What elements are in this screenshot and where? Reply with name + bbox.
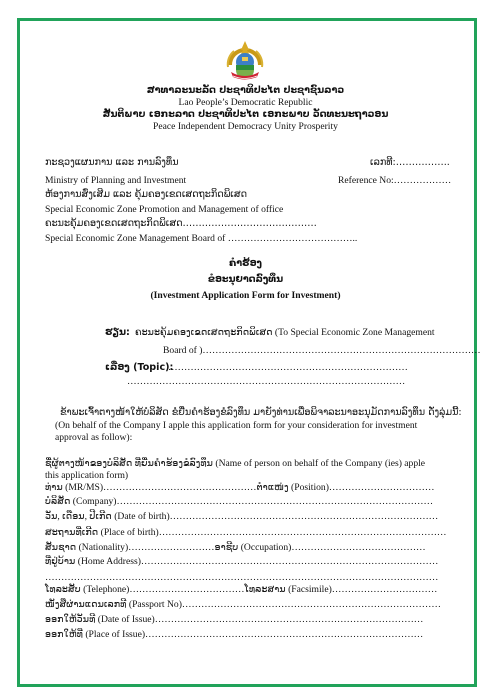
intro-text-lao: ຂ້າພະເຈົ້າຕາງໜ້າໃຫ້ບໍລິສັດ ຂໍຍື່ນຄຳຮ້ອງຂໍລົງທຶນ ມາຍັງທ່ານເພື່ອພິຈາລະນາອະນຸມັດການລົງທຶນ ດັ່ງລຸ່ມນີ້: [60,407,462,418]
place-of-birth-field[interactable]: ສະຖານທີ່ເກີດ (Place of birth)……………………………………………………………………………… [45,527,447,538]
office-name-english: Special Economic Zone Promotion and Management of office [45,204,284,215]
addressee-label: ຮຽນ: [105,327,130,338]
motto-lao: ສັນຕິພາບ ເອກະລາດ ປະຊາທິປະໄຕ ເອກະພາບ ວັດທະນະຖາວອນ [102,109,389,120]
home-address-continuation[interactable]: …………………………………………………………………………………………………………… [45,572,439,583]
place-of-issue-field[interactable]: ອອກໃຫ້ທີ່ (Place of Issue)…………………………………………………………………………… [45,629,424,640]
form-title-lao-line-2: ຂໍອະນຸຍາດລົງທຶນ [207,274,284,285]
addressee-text-line-2: Board of )…………………………………………………………………………… [163,345,481,356]
country-name-english: Lao People’s Democratic Republic [178,97,313,108]
name-position-field[interactable]: ທ່ານ (MR/MS)…………………………………………ຕຳແໜ່ງ (Position)…………………………… [45,482,435,493]
ministry-name-english: Ministry of Planning and Investment [45,175,187,186]
addressee-text-line-1: ຄະນະຄຸ້ມຄອງເຂດເສດຖະກິດພິເສດ (To Special Economic Zone Management [135,327,435,338]
applicant-label-line-1: ຊື່ຜູ້ຕາງໜ້າຂອງບໍລິສັດ ທີ່ຍື່ນຄຳຮ້ອງຂໍລົງທຶນ (Name of person on behalf of the Company (ies) apple [45,458,426,469]
office-name-lao: ຫ້ອງການສົ່ງເສີມ ແລະ ຄຸ້ມຄອງເຂດເສດຖະກິດພິເສດ [45,189,248,200]
motto-english: Peace Independent Democracy Unity Prosperity [153,121,338,132]
intro-text-english-line-2: approval as follow): [55,432,133,443]
board-name-english: Special Economic Zone Management Board of ………………………………….. [45,233,358,244]
form-title-lao-line-1: ຄຳຮ້ອງ [229,258,262,269]
reference-number: Reference No:……………… [338,175,452,186]
nationality-occupation-field[interactable]: ສັນຊາດ (Nationality)………………………ອາຊີບ (Occupation)…………………………………… [45,542,426,553]
topic-field-continuation[interactable]: …………………………………………………………………………… [127,376,406,387]
document-number-lao: ເລກທີ:…………….. [370,157,450,168]
country-name-lao: ສາທາລະນະລັດ ປະຊາທິປະໄຕ ປະຊາຊົນລາວ [146,85,345,96]
form-title-english: (Investment Application Form for Investment) [150,290,341,301]
company-field[interactable]: ບໍລິສັດ (Company)……………………………………………………………………………………… [45,496,434,507]
board-name-lao: ຄະນະຄຸ້ມຄອງເຂດເສດຖະກິດພິເສດ…………………………………… [45,218,317,229]
passport-field[interactable]: ໜັງສືຜ່ານແດນເລກທີ (Passport No)……………………………………………………………………… [45,599,441,610]
lao-national-emblem-icon [222,38,268,84]
intro-text-english-line-1: (On behalf of the Company I apple this application form for your consideration for investment [55,420,418,431]
date-of-birth-field[interactable]: ວັນ, ເດືອນ, ປີເກີດ (Date of birth)………………………………………………………………………… [45,511,439,522]
ministry-name-lao: ກະຊວງແຜນການ ແລະ ການລົງທຶນ [45,157,179,168]
home-address-field[interactable]: ທີ່ຢູ່ບ້ານ (Home Address)………………………………………………………………………………… [45,556,439,567]
applicant-label-line-2: this application form) [45,470,129,481]
topic-field[interactable]: ………………………………………………………………… [168,362,408,373]
telephone-fax-field[interactable]: ໂທລະສັບ (Telephone)………………………………ໂທລະສານ (Facsimile)…………………………… [45,584,438,595]
topic-label: ເລື່ອງ (Topic): [105,362,174,373]
date-of-issue-field[interactable]: ອອກໃຫ້ວັນທີ (Date of Issue)………………………………………………………………………… [45,614,424,625]
